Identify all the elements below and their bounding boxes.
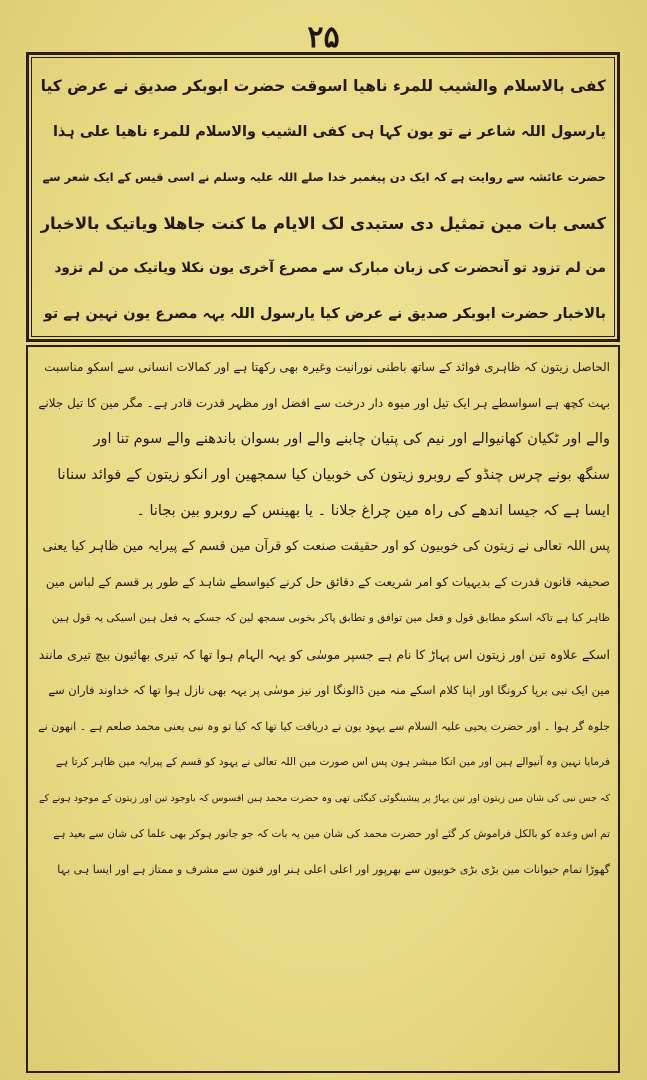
text-line: سنگھ بونے چرس چنڈو کے روبرو زیتون کی خوبیان کیا سمجھین اور انکو زیتون کے فوائد سنانا bbox=[57, 466, 610, 483]
page-number: ۲۵ bbox=[307, 20, 340, 55]
text-line: ظاہر کیا ہے تاکہ اسکو مطابق قول و فعل مین توافق و تطابق پاکر بخوبی سمجھ لین کہ جسکے یہ فعل ہین اسیکی یہ قول ہین bbox=[51, 612, 610, 625]
text-line: یارسول اللہ شاعر نے تو یون کہا ہی کفی الشیب والاسلام للمرء ناھیا علی ہذا bbox=[52, 123, 606, 140]
text-line: گھوڑا تمام حیوانات مین بڑی بڑی خوبیون سے بھرپور اور اعلی اعلی ہنر اور فنون سے مشرف و ممتاز ہے اور ایسا ہی بہا bbox=[57, 863, 610, 877]
text-line: صحیفہ قانون قدرت کے بدیہیات کو امر شریعت کے دقائق حل کرنے کیواسطے شاہد کے طور پر قسم کے لباس مین bbox=[45, 575, 610, 590]
text-line: مین ایک نبی برپا کرونگا اور اپنا کلام اسکے منہ مین ڈالونگا اور نیز موسٰی پر یہہ بھی نازل ہوا تھا کہ خداوند فاران سے bbox=[48, 683, 610, 698]
text-line: کفی بالاسلام والشیب للمرء ناھیا اسوقت حضرت ابوبکر صدیق نے عرض کیا bbox=[40, 77, 606, 95]
top-section-text bbox=[40, 64, 606, 337]
bottom-section-text bbox=[36, 350, 610, 888]
text-line: والے اور ٹکیان کھانیوالے اور نیم کی پتیان چابنے والے اور بسوان باندھنے والے سوم تنا اور bbox=[93, 430, 610, 447]
text-line: الحاصل زیتون کہ ظاہری فوائد کے ساتھ باطنی نورانیت وغیرہ بھی رکھتا ہے اور کمالات انسانی سے اسکو مناسبت bbox=[44, 360, 610, 374]
text-line: ایسا ہے کہ جیسا اندھے کی راہ مین چراغ جلانا ۔ یا بھینس کے روبرو بین بجانا ۔ bbox=[136, 502, 610, 519]
text-line: پس اللہ تعالی نے زیتون کی خوبیون کو اور حقیقت صنعت کو قرآن مین قسم کے پیرایہ مین ظاہر کیا یعنی bbox=[42, 539, 610, 555]
text-line: کسی بات مین تمثیل دی ستبدی لک الایام ما کنت جاھلا ویاتیک بالاخبار bbox=[40, 213, 606, 233]
text-line: جلوہ گر ہوا ۔ اور حضرت یحیی علیہ السلام سے یہود یون نے دریافت کیا تھا کہ کیا تو وہ نبی یعنی محمد صلعم ہے ۔ انھون نے bbox=[38, 719, 610, 733]
text-line: اسکے علاوہ تین اور زیتون اس پہاڑ کا نام ہے جسپر موسٰی کو یہہ الہام ہوا تھا کہ تیری بھائیون بیچ تیری مانند bbox=[38, 647, 610, 663]
text-line: من لم تزود تو آنحضرت کی زبان مبارک سے مصرع آخری یون نکلا ویاتیک من لم تزود bbox=[54, 260, 606, 276]
text-line: بالاخبار حضرت ابوبکر صدیق نے عرض کیا یارسول اللہ یہہ مصرع یون نہین ہے تو bbox=[43, 305, 606, 322]
text-line: تم اس وعدہ کو بالکل فراموش کر گئے اور حضرت محمد کی شان مین یہ بات کہ جو جانور ہوکر بھی علما کی شان سے بعید ہے bbox=[53, 827, 610, 840]
text-line: فرمایا نہین وہ آنیوالے ہین اور مین انکا مبشر ہون پس اس صورت مین اللہ تعالی نے یہود کو قسم کے پیرایہ مین ظاہر کرتا ہے bbox=[55, 755, 610, 768]
text-line: کہ جس نبی کی شان مین زیتون اور تین پہاڑ پر پیشینگوئی کیگئی تھی وہ حضرت محمد ہین افسوس کہ باوجود تین اور زیتون کے موجود ہونے کے bbox=[38, 792, 610, 804]
text-line: بہت کچھ ہے اسواسطے ہر ایک تیل اور میوہ دار درخت سے افضل اور مظہر قدرت قادر ہے۔ مگر مین کا تیل جلانے bbox=[38, 395, 610, 410]
text-line: حضرت عائشہ سے روایت ہے کہ ایک دن پیغمبر خدا صلے اللہ علیہ وسلم نے اسی قیس کے ایک شعر سے bbox=[42, 170, 606, 184]
